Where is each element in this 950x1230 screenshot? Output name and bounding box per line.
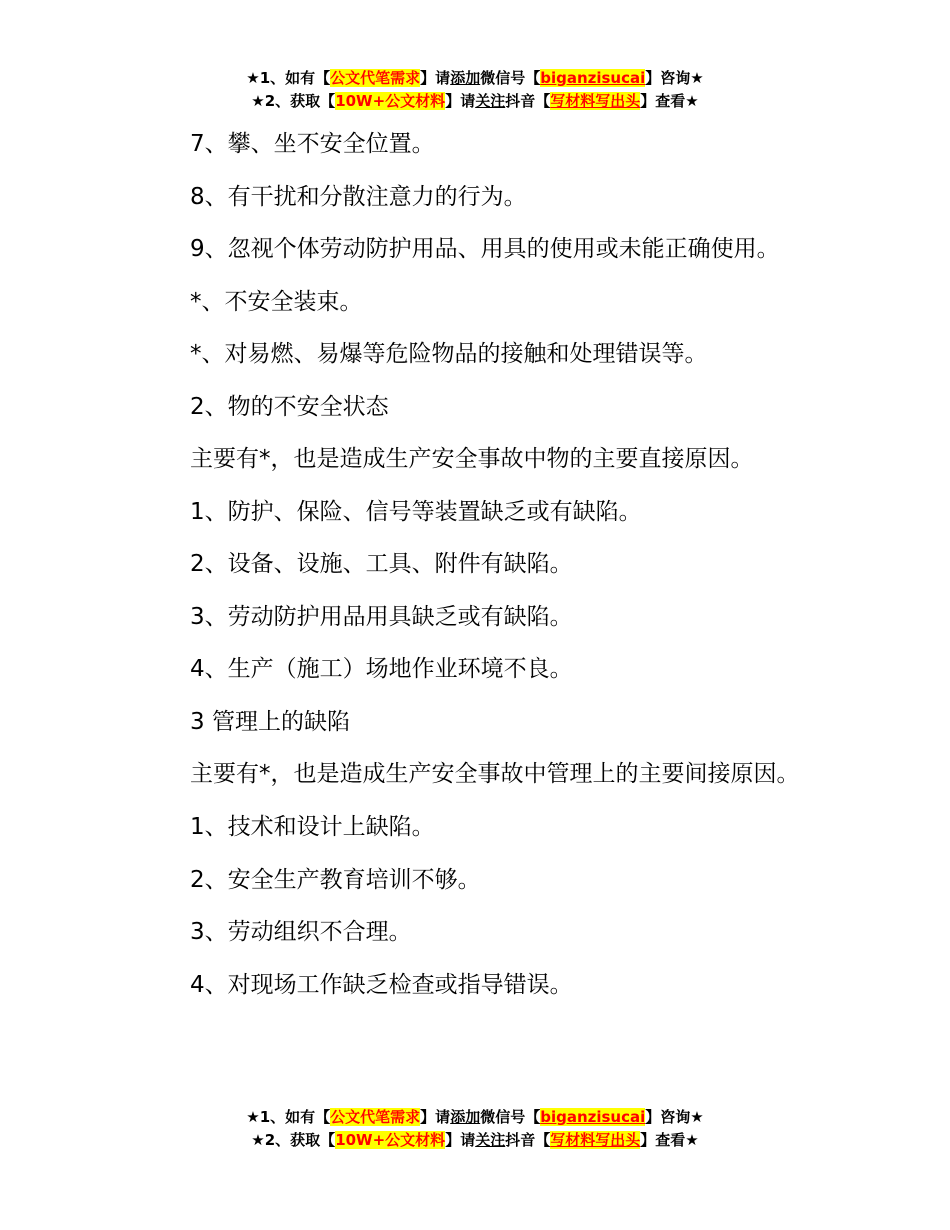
- page-header: [0, 67, 950, 113]
- header-text: 】查看★: [640, 92, 699, 110]
- document-body: [142, 118, 822, 1011]
- highlight-text: 公文代笔需求: [330, 69, 421, 87]
- highlight-text: 10W+公文材料: [335, 92, 446, 110]
- underlined-text: 关注: [475, 92, 506, 110]
- paragraph: *、不安全装束。: [190, 288, 363, 315]
- paragraph: 主要有*，也是造成生产安全事故中管理上的主要间接原因。: [190, 761, 800, 787]
- header-text: 】请: [420, 69, 451, 87]
- header-text: 微信号【: [480, 69, 541, 87]
- paragraph: 主要有*，也是造成生产安全事故中物的主要直接原因。: [190, 446, 754, 472]
- header-text: ★2、获取【: [251, 92, 336, 110]
- footer-text: ★2、获取【: [251, 1131, 336, 1149]
- footer-text: ★1、如有【: [246, 1108, 331, 1126]
- header-text: ★1、如有【: [246, 69, 331, 87]
- footer-line-1: [0, 1106, 950, 1129]
- paragraph: 3 管理上的缺陷: [190, 708, 350, 735]
- highlight-text: biganzisucai: [540, 1108, 646, 1126]
- paragraph: 7、攀、坐不安全位置。: [190, 131, 435, 157]
- underlined-text: 添加: [450, 1108, 481, 1126]
- header-line-2: [0, 90, 950, 113]
- footer-line-2: [0, 1129, 950, 1152]
- paragraph: 1、防护、保险、信号等装置缺乏或有缺陷。: [190, 498, 642, 525]
- highlight-text: 10W+公文材料: [335, 1131, 446, 1149]
- header-text: 】咨询★: [645, 69, 704, 87]
- header-line-1: [0, 67, 950, 90]
- paragraph: 2、物的不安全状态: [190, 393, 389, 420]
- highlight-text: 写材料写出头: [550, 92, 641, 110]
- highlight-text: 写材料写出头: [550, 1131, 641, 1149]
- paragraph: 4、生产（施工）场地作业环境不良。: [190, 656, 573, 682]
- paragraph: 9、忽视个体劳动防护用品、用具的使用或未能正确使用。: [190, 236, 780, 262]
- footer-text: 】咨询★: [645, 1108, 704, 1126]
- paragraph: *、对易燃、易爆等危险物品的接触和处理错误等。: [190, 341, 708, 367]
- footer-text: 】请: [445, 1131, 476, 1149]
- header-text: 抖音【: [505, 92, 551, 110]
- paragraph: 8、有干扰和分散注意力的行为。: [190, 183, 527, 210]
- highlight-text: biganzisucai: [540, 69, 646, 87]
- paragraph: 2、设备、设施、工具、附件有缺陷。: [190, 551, 573, 577]
- footer-text: 】查看★: [640, 1131, 699, 1149]
- page-footer: [0, 1106, 950, 1152]
- footer-text: 微信号【: [480, 1108, 541, 1126]
- paragraph: 4、对现场工作缺乏检查或指导错误。: [190, 971, 573, 998]
- underlined-text: 添加: [450, 69, 481, 87]
- footer-text: 抖音【: [505, 1131, 551, 1149]
- underlined-text: 关注: [475, 1131, 506, 1149]
- paragraph: 3、劳动组织不合理。: [190, 919, 412, 945]
- paragraph: 3、劳动防护用品用具缺乏或有缺陷。: [190, 603, 573, 630]
- paragraph: 1、技术和设计上缺陷。: [190, 814, 435, 840]
- paragraph: 2、安全生产教育培训不够。: [190, 866, 481, 893]
- footer-text: 】请: [420, 1108, 451, 1126]
- header-text: 】请: [445, 92, 476, 110]
- highlight-text: 公文代笔需求: [330, 1108, 421, 1126]
